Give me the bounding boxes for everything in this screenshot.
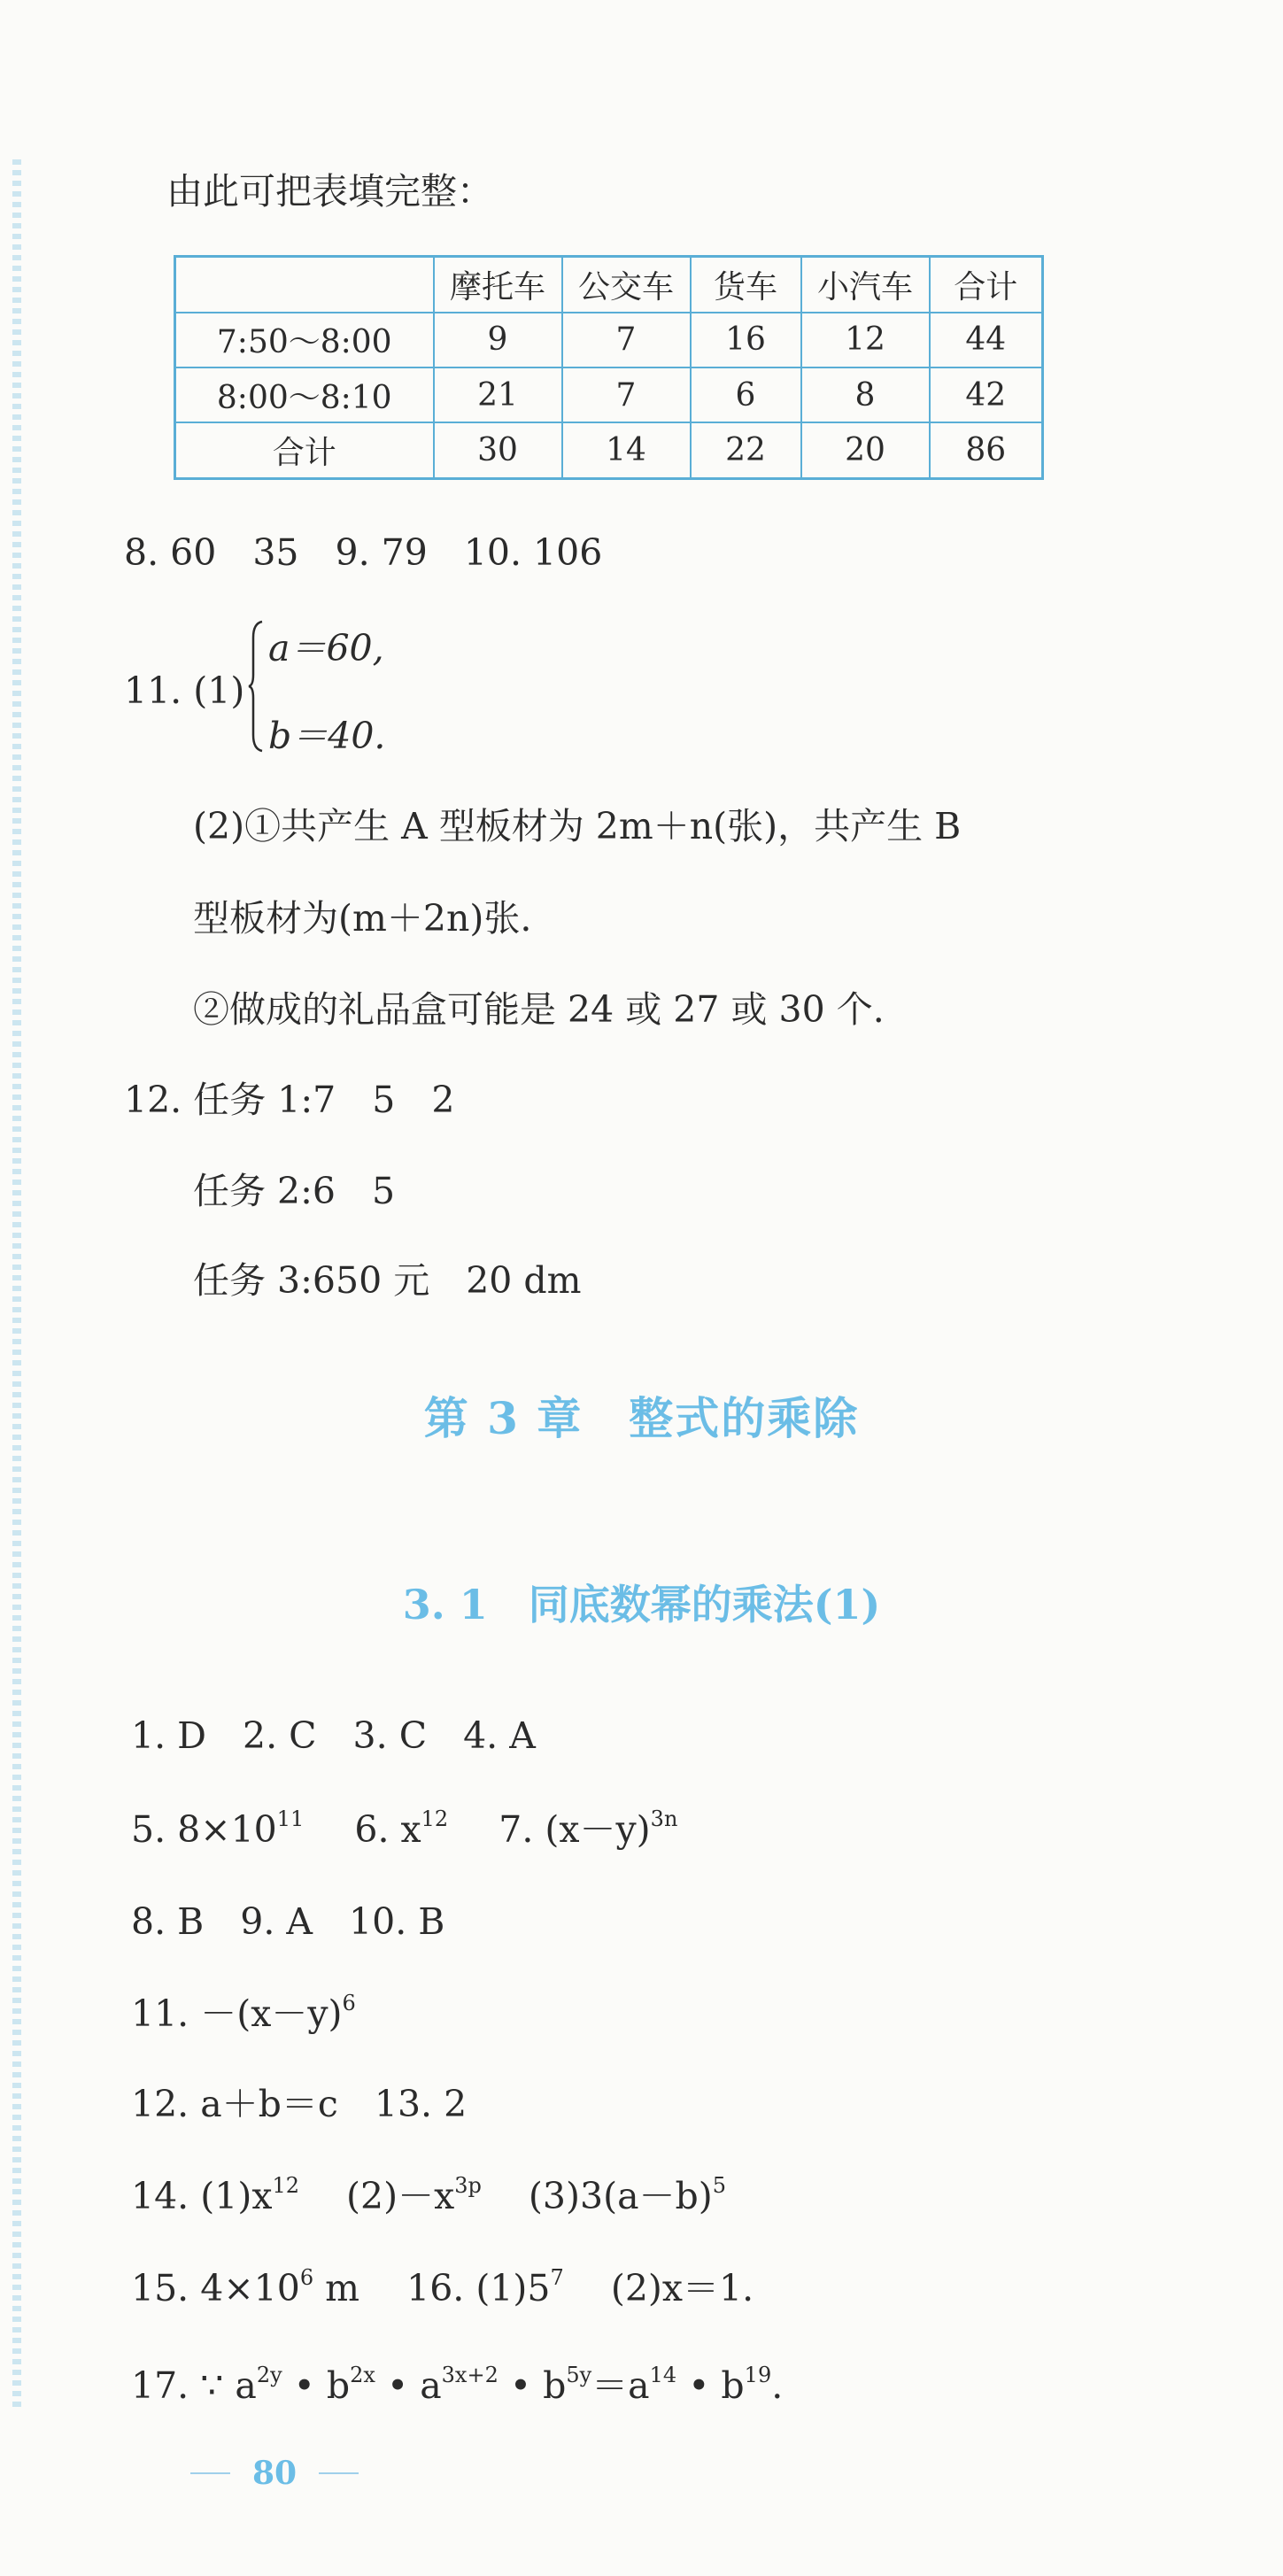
answer-5-exponent: 11 [276,1806,305,1831]
answer-17-text: • b [282,2364,351,2407]
table-cell: 8 [801,367,930,422]
answer-11-b: b＝40. [268,715,386,757]
answer-12-line1: 12. 任务 1:7 5 2 [124,1079,455,1121]
table-header-cell: 货车 [691,257,801,313]
table-cell: 7 [562,313,691,367]
answer-12-line3: 任务 3:650 元 20 dm [193,1259,582,1302]
table-cell: 12 [801,313,930,367]
answer-15-unit: m [313,2267,360,2309]
traffic-table [174,255,1044,480]
answer-17-exp: 2x [350,2363,375,2387]
table-cell: 16 [691,313,801,367]
answer-6: 6. x [354,1808,421,1851]
table-cell: 6 [691,367,801,422]
answer-17-exp: 14 [649,2363,677,2387]
answer-17-exp: 2y [256,2363,282,2387]
table-header-cell: 小汽车 [801,257,930,313]
table-header-row [175,257,1043,313]
answer-14-part3: (3)3(a－b) [528,2175,713,2217]
answer-11-2-line3: ②做成的礼品盒可能是 24 或 27 或 30 个. [193,988,885,1031]
table-cell: 86 [930,422,1043,478]
table-cell: 合计 [175,422,434,478]
page-number-block [190,2455,359,2490]
table-row [175,367,1043,422]
table-header-cell [175,257,434,313]
table-row [175,313,1043,367]
answer-1-4: 1. D 2. C 3. C 4. A [131,1714,536,1757]
answer-5: 5. 8×10 [131,1808,277,1851]
answer-11-a: a＝60, [268,627,384,669]
answer-11-expression: 11. －(x－y) [131,1992,343,2035]
answer-17-text: • b [498,2364,567,2407]
table-header-cell: 摩托车 [434,257,562,313]
answer-15-exponent: 6 [299,2265,314,2290]
section-title: 3. 1 同底数幂的乘法(1) [402,1581,881,1628]
answer-16-part2: (2)x＝1. [610,2267,754,2309]
answer-14-exp2: 3p [454,2173,482,2198]
answer-11-exponent: 6 [342,1991,356,2015]
answer-12-line2: 任务 2:6 5 [193,1170,396,1212]
table-cell: 30 [434,422,562,478]
table-cell: 22 [691,422,801,478]
answer-17-exp: 3x+2 [441,2363,499,2387]
answer-14-exp1: 12 [272,2173,299,2198]
answer-17-exp: 19 [744,2363,772,2387]
page-number-dash-right [319,2472,359,2474]
intro-text: 由此可把表填完整： [166,170,493,213]
answer-15-16 [131,2265,754,2309]
answer-14-exp3: 5 [712,2173,727,2198]
answer-17-text: ＝a [591,2364,650,2407]
table-cell: 7:50～8:00 [175,313,434,367]
table-cell: 21 [434,367,562,422]
answer-7-exponent: 3n [650,1806,678,1831]
answer-8-10-b: 8. B 9. A 10. B [131,1900,445,1943]
left-brace [248,620,264,753]
answer-12-13: 12. a＋b＝c 13. 2 [131,2083,468,2125]
table-header-cell: 公交车 [562,257,691,313]
answer-14 [131,2173,727,2217]
answer-5-7 [131,1806,678,1851]
answer-14-part2: (2)－x [346,2175,455,2217]
answer-8-10: 8. 60 35 9. 79 10. 106 [124,531,603,574]
answer-11-b-section [131,1991,356,2035]
answer-15: 15. 4×10 [131,2267,300,2309]
answer-16-exponent: 7 [550,2265,564,2290]
table-cell: 20 [801,422,930,478]
table-cell: 44 [930,313,1043,367]
answer-17-exp: 5y [566,2363,592,2387]
answer-17 [131,2363,784,2407]
table-cell: 7 [562,367,691,422]
table-cell: 9 [434,313,562,367]
chapter-title: 第 3 章 整式的乘除 [423,1392,860,1444]
answer-17-text: • b [676,2364,745,2407]
answer-11-2-line1: (2)①共产生 A 型板材为 2m＋n(张)，共产生 B [193,805,962,847]
table-row [175,422,1043,478]
answer-11-label: 11. (1) [124,669,245,712]
table-cell: 14 [562,422,691,478]
answer-6-exponent: 12 [421,1806,449,1831]
page-number-dash-left [190,2472,230,2474]
answer-14-part1: 14. (1)x [131,2175,273,2217]
table-header-cell: 合计 [930,257,1043,313]
table-cell: 42 [930,367,1043,422]
table-cell: 8:00～8:10 [175,367,434,422]
answer-7: 7. (x－y) [499,1808,651,1851]
answer-17-text: . [771,2364,784,2407]
page-number: 80 [251,2455,298,2492]
answer-11-2-line2: 型板材为(m＋2n)张. [193,897,532,940]
page-margin-decoration [12,159,21,2409]
answer-17-text: • a [375,2364,442,2407]
answer-16: 16. (1)5 [406,2267,551,2309]
answer-17-text: 17. ∵ a [131,2364,257,2407]
